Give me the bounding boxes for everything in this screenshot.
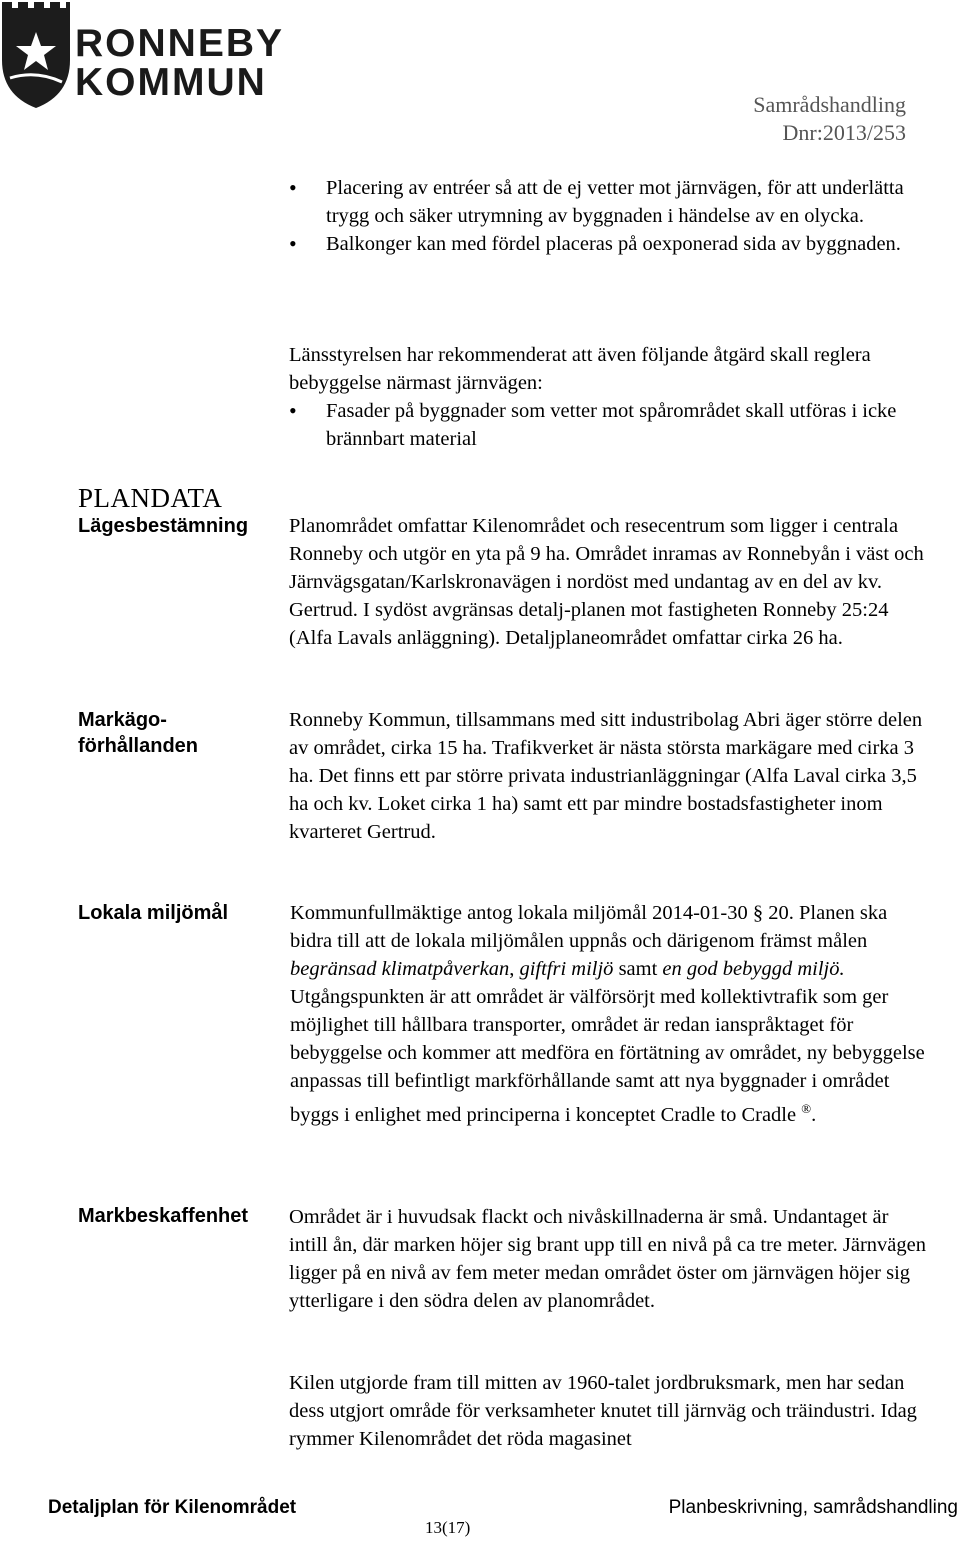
lansstyrelsen-text: Länsstyrelsen har rekommenderat att även följande åtgärd skall reglera bebyggelse närmast järnvägen: (289, 344, 871, 394)
org-name-line1: RONNEBY (75, 22, 285, 65)
markbeskaffenhet-text: Området är i huvudsak flackt och nivåskillnaderna är små. Undantaget är intill ån, där marken höjer sig brant upp till en nivå på ca tre meter. Järnvägen ligger på en nivå av fem meter medan området öster om järnvägen höjer sig ytterligare i den södra delen av planområdet. (289, 1206, 926, 1312)
text-segment: Utgångspunkten är att området är välförsörjt med kollektivtrafik som ger möjlighet till hållbara transporter, området är redan ianspråktaget för bebyggelse och kommer att medföra en förtätning av området, ny bebyggelse anpassas till befintligt markförhållande samt att nya byggnader i området byggs i enlighet med principerna i konceptet Cradle to Cradle (290, 986, 925, 1126)
text-end: . (811, 1104, 817, 1126)
coat-of-arms-icon (0, 0, 72, 110)
label-markagoforhallanden (78, 707, 198, 759)
label-lokala-miljomal: Lokala miljömål (78, 902, 229, 924)
footer-doc-type: Planbeskrivning, samrådshandling (668, 1497, 958, 1518)
label-markbeskaffenhet: Markbeskaffenhet (78, 1205, 249, 1227)
page-number: 13(17) (425, 1518, 471, 1537)
org-name (75, 24, 284, 102)
doc-type: Samrådshandling (753, 92, 906, 117)
label-lagesbestamning: Lägesbestämning (78, 515, 249, 537)
label-line: förhållanden (78, 735, 199, 757)
lansstyrelsen-bullet-list (289, 397, 929, 453)
text-separator: , (509, 958, 520, 980)
markagoforhallanden-text: Ronneby Kommun, tillsammans med sitt industribolag Abri äger större delen av området, cirka 15 ha. Trafikverket är nästa största markägare med cirka 3 ha. Det finns ett par större privata industrianläggningar (Alfa Laval cirka 3,5 ha och kv. Loket cirka 1 ha) samt ett par mindre bostadsfastigheter inom kvarteret Gertrud. (289, 709, 923, 843)
section-heading-plandata: PLANDATA (78, 483, 223, 513)
ronneby-kommun-logo (0, 0, 285, 110)
lokala-miljomal-text (290, 899, 930, 1129)
footer-plan-title: Detaljplan för Kilenområdet (48, 1497, 297, 1518)
goal-built-environment: en god bebyggd miljö. (662, 958, 845, 980)
goal-nontoxic: giftfri miljö (519, 958, 614, 980)
list-item: • Balkonger kan med fördel placeras på oexponerad sida av byggnaden. (289, 230, 929, 258)
document-number: Dnr:2013/253 (782, 120, 906, 145)
org-name-line2: KOMMUN (75, 61, 267, 104)
lagesbestamning-text: Planområdet omfattar Kilenområdet och resecentrum som ligger i centrala Ronneby och utgör en yta på 9 ha. Området inramas av Ronnebyån i väst och Järnvägsgatan/Karlskronavägen i nordöst med undantag av en del av kv. Gertrud. I sydöst avgränsas detalj-planen mot fastigheten Ronneby 25:24 (Alfa Lavals anläggning). Detaljplaneområdet omfattar cirka 26 ha. (289, 515, 924, 649)
list-item: • Placering av entréer så att de ej vetter mot järnvägen, för att underlätta trygg och säker utrymning av byggnaden i händelse av en olycka. (289, 174, 929, 230)
text-separator: samt (613, 958, 663, 980)
intro-bullet-list (289, 174, 929, 258)
goal-climate: begränsad klimatpåverkan (290, 958, 510, 980)
registered-mark: ® (801, 1101, 812, 1116)
list-item: • Fasader på byggnader som vetter mot spårområdet skall utföras i icke brännbart material (289, 397, 929, 453)
text-segment: Kommunfullmäktige antog lokala miljömål 2014-01-30 § 20. Planen ska bidra till att de lokala miljömålen uppnås och därigenom främst målen (290, 902, 888, 952)
markbeskaffenhet-text-2: Kilen utgjorde fram till mitten av 1960-talet jordbruksmark, men har sedan dess utgjort område för verksamheter knutet till järnväg och träindustri. Idag rymmer Kilenområdet det röda magasinet (289, 1372, 917, 1450)
label-line: Markägo- (78, 709, 167, 731)
